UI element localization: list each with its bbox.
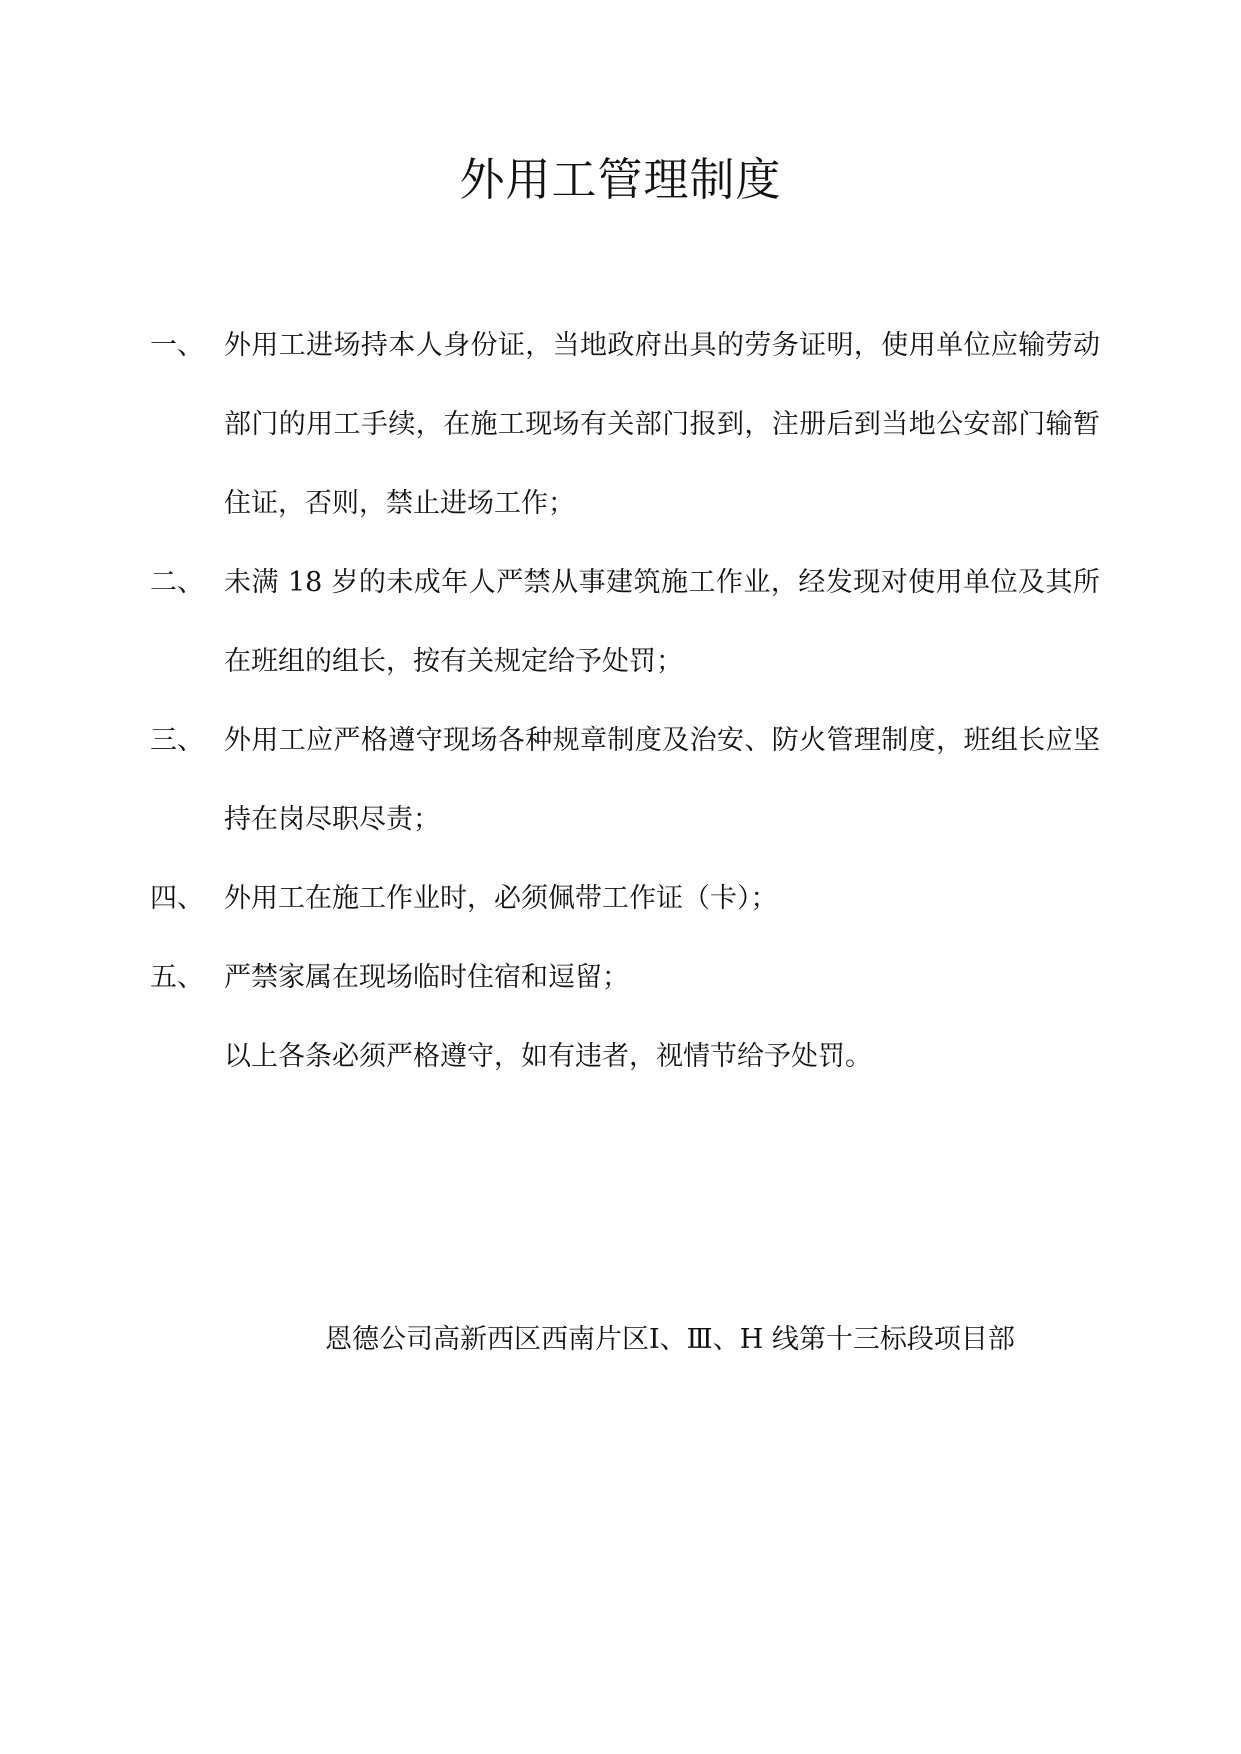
rule-text: 未满 18 岁的未成年人严禁从事建筑施工作业，经发现对使用单位及其所在班组的组长，按有关规定给予处罚；: [224, 567, 1100, 677]
rule-text: 严禁家属在现场临时住宿和逗留；: [224, 962, 629, 993]
rules-list: [150, 306, 1100, 1096]
rule-item: [150, 543, 1100, 701]
rule-number: 五、: [150, 962, 204, 993]
closing-statement: 以上各条必须严格遵守，如有违者，视情节给予处罚。: [224, 1041, 872, 1072]
rule-number: 四、: [150, 883, 204, 914]
rule-item: [150, 306, 1100, 543]
rule-text: 外用工进场持本人身份证，当地政府出具的劳务证明，使用单位应输劳动部门的用工手续，在施工现场有关部门报到，注册后到当地公安部门输暂住证，否则，禁止进场工作；: [224, 330, 1100, 519]
rule-number: 三、: [150, 725, 204, 756]
rule-number: 二、: [150, 567, 204, 598]
rule-item: [150, 701, 1100, 859]
rule-text: 外用工在施工作业时，必须佩带工作证（卡）；: [224, 883, 778, 914]
rule-item: [150, 859, 1100, 938]
rule-number: 一、: [150, 330, 204, 361]
rule-text: 外用工应严格遵守现场各种规章制度及治安、防火管理制度，班组长应坚持在岗尽职尽责；: [224, 725, 1100, 835]
rule-item: [150, 938, 1100, 1017]
signature-line: 恩德公司高新西区西南片区Ⅰ、Ⅲ、H 线第十三标段项目部: [325, 1324, 1015, 1355]
page-title: 外用工管理制度: [459, 153, 782, 206]
